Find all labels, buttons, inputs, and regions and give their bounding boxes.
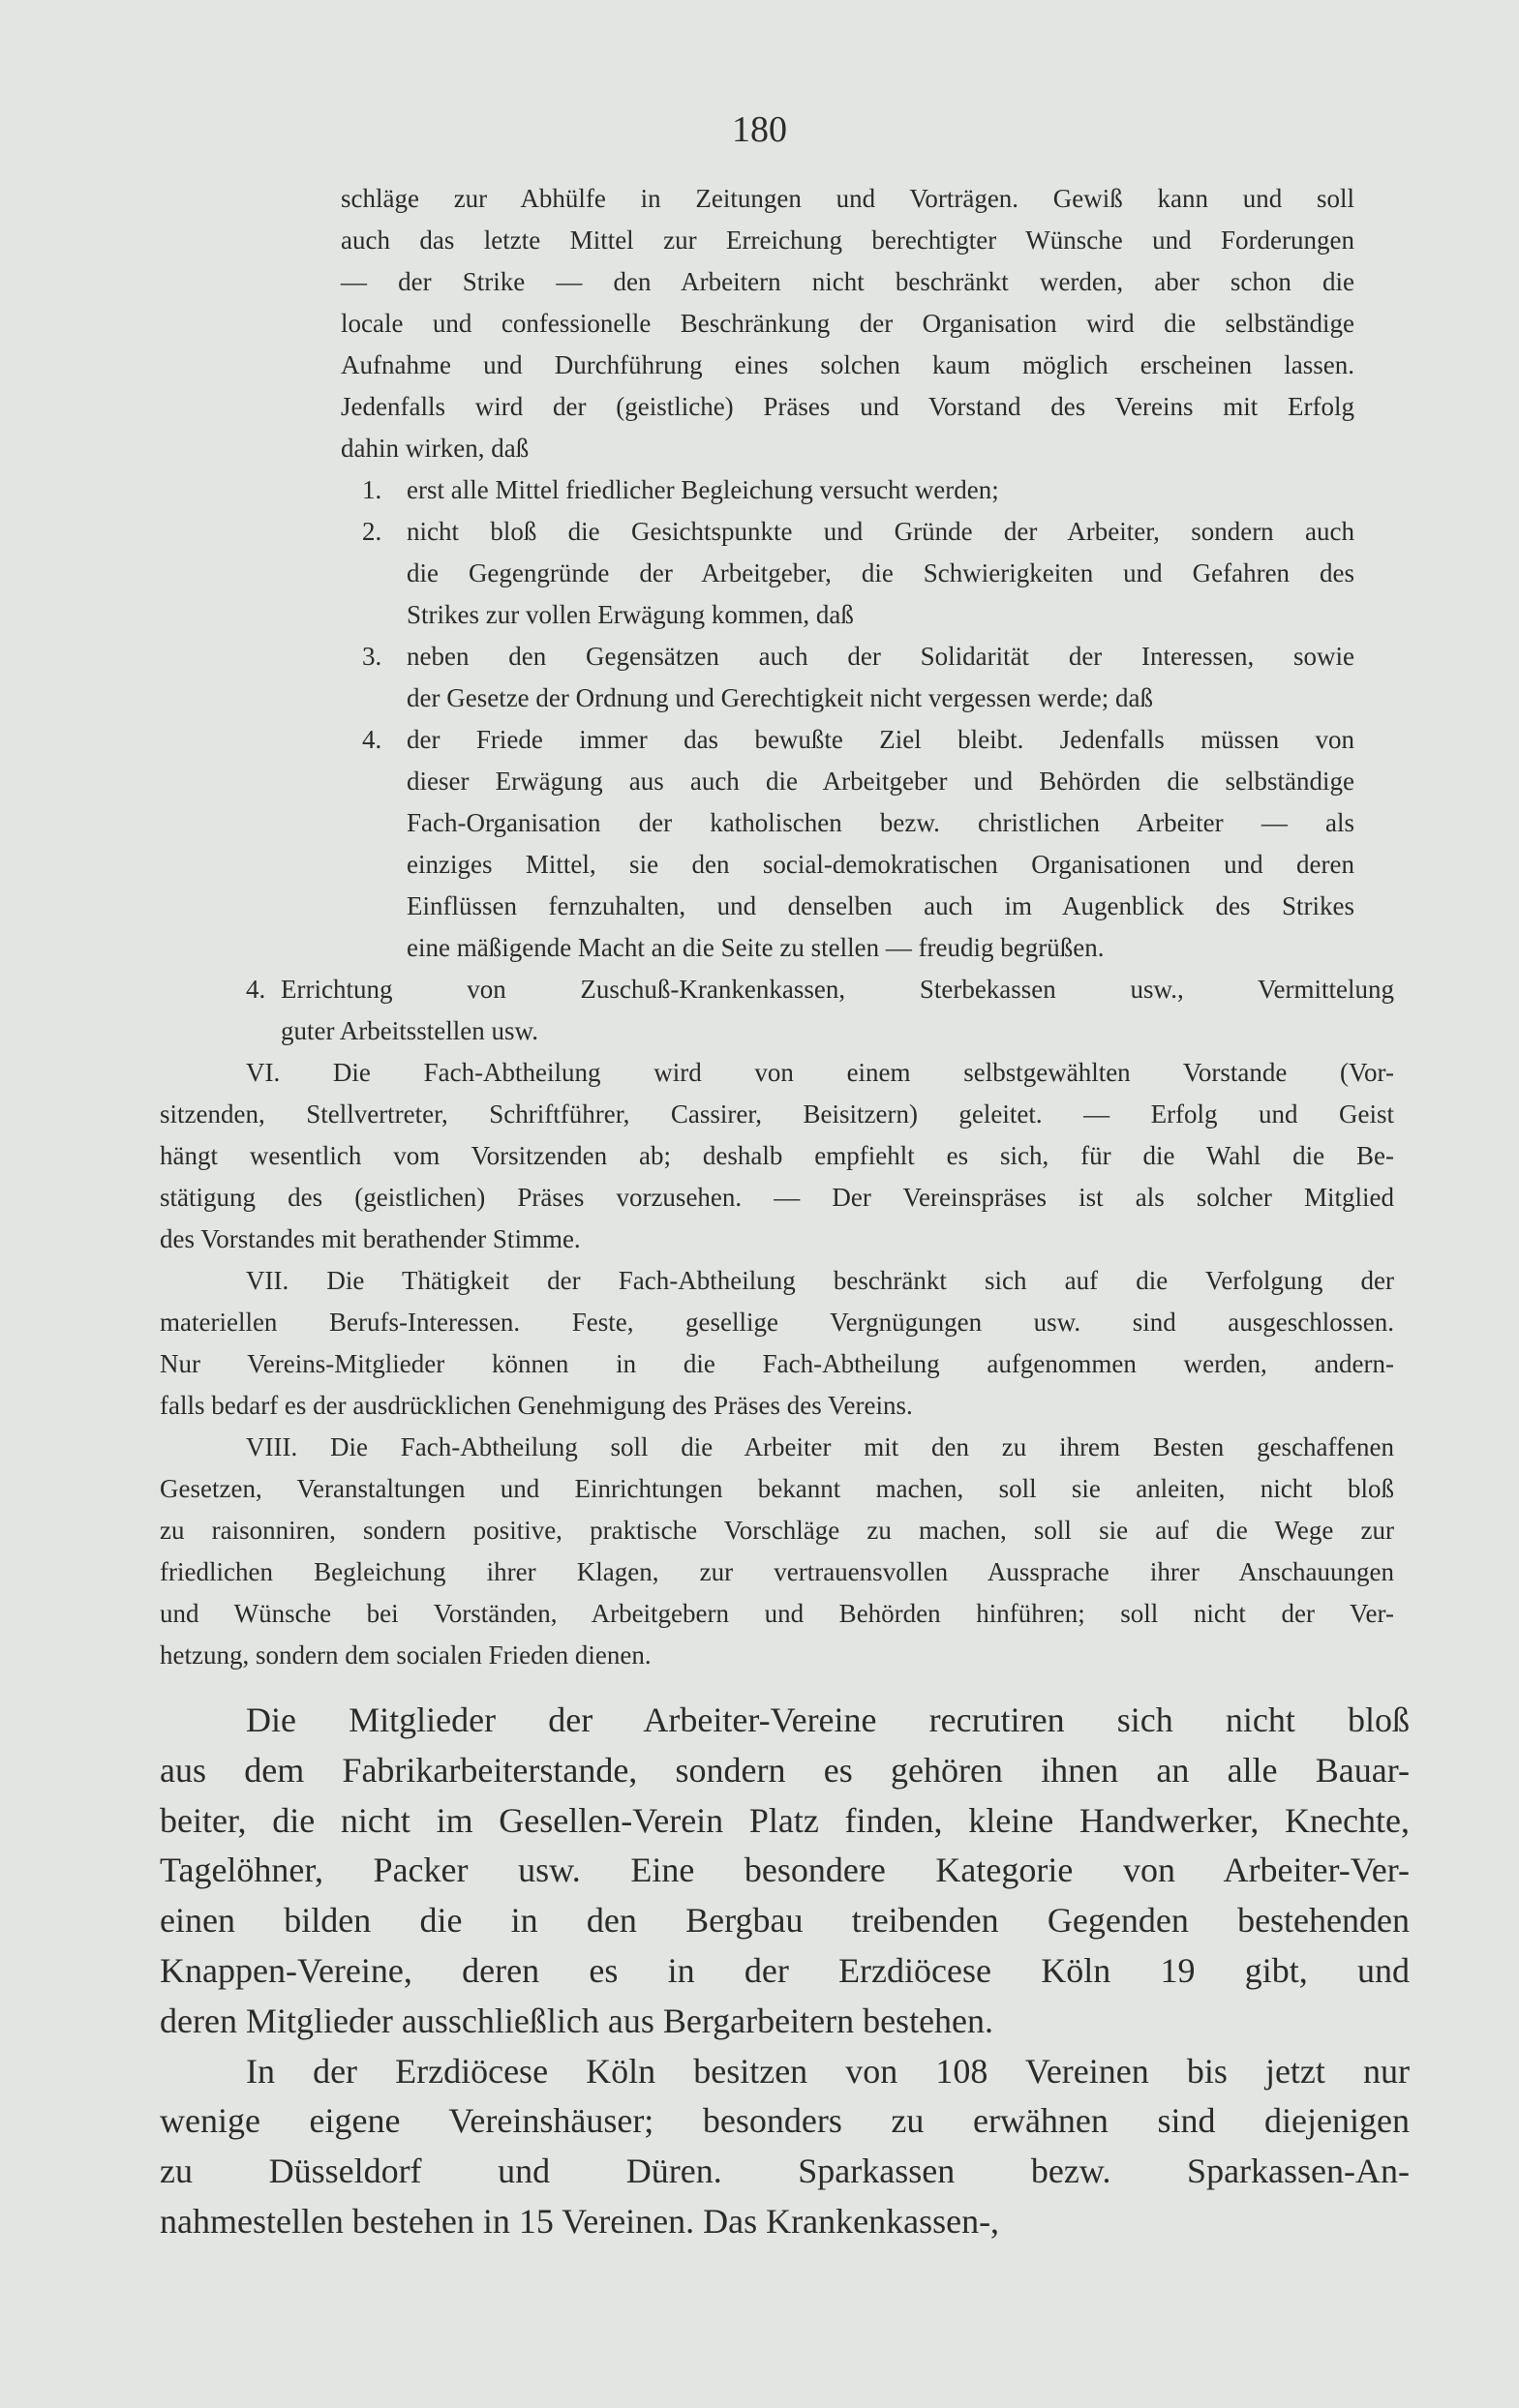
section-line xyxy=(160,1302,1394,1343)
list-item-line xyxy=(160,594,1394,636)
line-text: Errichtung von Zuschuß-Krankenkassen, Sterbekassen usw., Vermittelung xyxy=(281,975,1394,1004)
list-item-line xyxy=(160,719,1394,761)
quoted-line xyxy=(160,345,1394,386)
paragraph-line xyxy=(160,1746,1410,1796)
line-text: hetzung, sondern dem socialen Frieden dienen. xyxy=(160,1640,652,1670)
line-text: Einflüssen fernzuhalten, und denselben auch im Augenblick des Strikes xyxy=(407,891,1354,920)
section-line xyxy=(160,1052,1394,1094)
paragraph-line xyxy=(160,1946,1410,1997)
list-number: 4. xyxy=(362,725,382,754)
list-item-line xyxy=(160,469,1394,511)
quoted-line xyxy=(160,220,1394,261)
line-text: materiellen Berufs-Interessen. Feste, gesellige Vergnügungen usw. sind ausgeschlossen. xyxy=(160,1308,1394,1337)
page-number: 180 xyxy=(732,109,787,150)
list-item-line xyxy=(160,802,1394,844)
list-item-line xyxy=(160,927,1394,969)
list-item-line xyxy=(160,969,1394,1010)
line-text: sitzenden, Stellvertreter, Schriftführer, Cassirer, Beisitzern) geleitet. — Erfolg und Geist xyxy=(160,1099,1394,1129)
line-text: der Friede immer das bewußte Ziel bleibt. Jedenfalls müssen von xyxy=(407,725,1354,754)
line-text: Jedenfalls wird der (geistliche) Präses und Vorstand des Vereins mit Erfolg xyxy=(341,392,1354,421)
quoted-line xyxy=(160,428,1394,469)
line-text: guter Arbeitsstellen usw. xyxy=(281,1016,538,1045)
list-item-line xyxy=(160,844,1394,886)
paragraph-line xyxy=(160,1997,1410,2047)
section-line xyxy=(160,1260,1394,1302)
paragraph-line xyxy=(160,1846,1410,1896)
line-text: Tagelöhner, Packer usw. Eine besondere Kategorie von Arbeiter-Ver- xyxy=(160,1851,1410,1890)
list-item-line xyxy=(160,553,1394,594)
section-line xyxy=(160,1219,1394,1260)
line-text: dieser Erwägung aus auch die Arbeitgeber und Behörden die selbständige xyxy=(407,767,1354,796)
line-text: Nur Vereins-Mitglieder können in die Fach-Abtheilung aufgenommen werden, andern- xyxy=(160,1349,1394,1378)
line-text: wenige eigene Vereinshäuser; besonders zu erwähnen sind diejenigen xyxy=(160,2101,1410,2141)
line-text: falls bedarf es der ausdrücklichen Genehmigung des Präses des Vereins. xyxy=(160,1391,913,1420)
line-text: neben den Gegensätzen auch der Solidarität der Interessen, sowie xyxy=(407,642,1354,671)
section-line xyxy=(160,1177,1394,1219)
line-text: des Vorstandes mit berathender Stimme. xyxy=(160,1224,581,1253)
line-text: und Wünsche bei Vorständen, Arbeitgebern und Behörden hinführen; soll nicht der Ver- xyxy=(160,1599,1394,1628)
section-line xyxy=(160,1135,1394,1177)
list-item-line xyxy=(160,886,1394,927)
quoted-line xyxy=(160,261,1394,303)
paragraph-line xyxy=(160,2047,1410,2097)
paragraph-line xyxy=(160,2197,1410,2247)
line-text: einen bilden die in den Bergbau treibenden Gegenden bestehenden xyxy=(160,1901,1410,1941)
list-item-line xyxy=(160,1010,1394,1052)
line-text: Fach-Organisation der katholischen bezw. christlichen Arbeiter — als xyxy=(407,808,1354,837)
list-item-line xyxy=(160,636,1394,677)
line-text: Aufnahme und Durchführung eines solchen kaum möglich erscheinen lassen. xyxy=(341,350,1354,379)
list-number: 4. xyxy=(246,975,266,1004)
line-text: VII. Die Thätigkeit der Fach-Abtheilung beschränkt sich auf die Verfolgung der xyxy=(246,1266,1394,1295)
small-print-column xyxy=(160,178,1394,1676)
list-item-line xyxy=(160,761,1394,802)
line-text: Strikes zur vollen Erwägung kommen, daß xyxy=(407,600,854,629)
line-text: locale und confessionelle Beschränkung der Organisation wird die selbständige xyxy=(341,309,1354,338)
section-line xyxy=(160,1427,1394,1468)
line-text: erst alle Mittel friedlicher Begleichung versucht werden; xyxy=(407,475,999,504)
quoted-line xyxy=(160,303,1394,345)
section-line xyxy=(160,1385,1394,1427)
line-text: beiter, die nicht im Gesellen-Verein Platz finden, kleine Handwerker, Knechte, xyxy=(160,1800,1410,1840)
line-text: nahmestellen bestehen in 15 Vereinen. Das Krankenkassen-, xyxy=(160,2201,1000,2241)
list-item-line xyxy=(160,677,1394,719)
line-text: deren Mitglieder ausschließlich aus Bergarbeitern bestehen. xyxy=(160,2001,994,2040)
line-text: aus dem Fabrikarbeiterstande, sondern es gehören ihnen an alle Bauar- xyxy=(160,1750,1410,1790)
line-text: dahin wirken, daß xyxy=(341,434,530,463)
list-number: 2. xyxy=(362,517,382,546)
paragraph-line xyxy=(160,2147,1410,2197)
line-text: Knappen-Vereine, deren es in der Erzdiöcese Köln 19 gibt, und xyxy=(160,1950,1410,1990)
line-text: die Gegengründe der Arbeitgeber, die Schwierigkeiten und Gefahren des xyxy=(407,558,1354,587)
list-number: 1. xyxy=(362,475,382,504)
section-line xyxy=(160,1510,1394,1551)
section-line xyxy=(160,1593,1394,1635)
body-text-column xyxy=(160,1696,1410,2247)
section-line xyxy=(160,1551,1394,1593)
line-text: hängt wesentlich vom Vorsitzenden ab; deshalb empfiehlt es sich, für die Wahl die Be- xyxy=(160,1141,1394,1170)
paragraph-line xyxy=(160,1796,1410,1847)
quoted-line xyxy=(160,178,1394,220)
list-number: 3. xyxy=(362,642,382,671)
line-text: Die Mitglieder der Arbeiter-Vereine recrutiren sich nicht bloß xyxy=(246,1701,1410,1739)
section-line xyxy=(160,1094,1394,1135)
line-text: VIII. Die Fach-Abtheilung soll die Arbeiter mit den zu ihrem Besten geschaffenen xyxy=(246,1432,1394,1461)
line-text: Gesetzen, Veranstaltungen und Einrichtungen bekannt machen, soll sie anleiten, nicht bloß xyxy=(160,1474,1394,1503)
line-text: der Gesetze der Ordnung und Gerechtigkeit nicht vergessen werde; daß xyxy=(407,683,1153,712)
paragraph-line xyxy=(160,1896,1410,1946)
line-text: schläge zur Abhülfe in Zeitungen und Vorträgen. Gewiß kann und soll xyxy=(341,184,1354,213)
line-text: nicht bloß die Gesichtspunkte und Gründe der Arbeiter, sondern auch xyxy=(407,517,1354,546)
line-text: einziges Mittel, sie den social-demokratischen Organisationen und deren xyxy=(407,850,1354,879)
line-text: eine mäßigende Macht an die Seite zu stellen — freudig begrüßen. xyxy=(407,933,1105,962)
line-text: stätigung des (geistlichen) Präses vorzusehen. — Der Vereinspräses ist als solcher Mitglied xyxy=(160,1183,1394,1212)
paragraph-line xyxy=(160,1696,1410,1746)
paragraph-line xyxy=(160,2096,1410,2147)
line-text: friedlichen Begleichung ihrer Klagen, zur vertrauensvollen Aussprache ihrer Anschauungen xyxy=(160,1557,1394,1586)
list-item-line xyxy=(160,511,1394,553)
quoted-line xyxy=(160,386,1394,428)
section-line xyxy=(160,1635,1394,1676)
section-line xyxy=(160,1343,1394,1385)
line-text: — der Strike — den Arbeitern nicht beschränkt werden, aber schon die xyxy=(341,267,1354,296)
line-text: zu raisonniren, sondern positive, praktische Vorschläge zu machen, soll sie auf die Wege zur xyxy=(160,1516,1394,1545)
line-text: zu Düsseldorf und Düren. Sparkassen bezw. Sparkassen-An- xyxy=(160,2152,1410,2191)
line-text: auch das letzte Mittel zur Erreichung berechtigter Wünsche und Forderungen xyxy=(341,226,1354,255)
line-text: In der Erzdiöcese Köln besitzen von 108 Vereinen bis jetzt nur xyxy=(246,2051,1410,2091)
line-text: VI. Die Fach-Abtheilung wird von einem selbstgewählten Vorstande (Vor- xyxy=(246,1058,1394,1087)
section-line xyxy=(160,1468,1394,1510)
